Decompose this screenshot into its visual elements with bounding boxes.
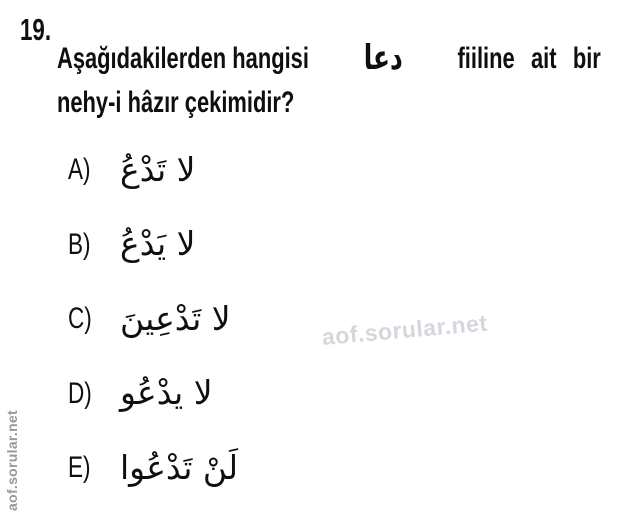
option-a-label: A) — [68, 153, 91, 187]
option-c-arabic-text: لا تَدْعِينَ — [120, 298, 231, 338]
option-d — [68, 357, 238, 432]
option-a-arabic-text: لا تَدْعُ — [120, 149, 196, 189]
options-list — [68, 133, 238, 506]
option-c — [68, 282, 238, 357]
option-e-label: E) — [68, 451, 91, 485]
option-d-label: D) — [68, 376, 92, 410]
question-line-2: nehy-i hâzır çekimidir? — [57, 86, 295, 119]
option-d-arabic-text: لا يدْعُو — [120, 373, 213, 413]
option-b — [68, 208, 238, 283]
option-e-arabic-text: لَنْ تَدْعُوا — [120, 447, 239, 487]
option-e — [68, 431, 238, 506]
watermark-center: aof.sorular.net — [320, 309, 489, 350]
option-b-arabic-text: لا يَدْعُ — [120, 224, 196, 264]
question-text-part1: Aşağıdakilerden hangisi — [57, 42, 309, 75]
option-a — [68, 133, 238, 208]
question-line-1 — [57, 40, 601, 76]
question-text-part2: fiiline ait bir — [457, 42, 601, 75]
question-arabic-word: دعا — [363, 38, 403, 78]
option-b-label: B) — [68, 227, 91, 261]
question-text — [57, 40, 601, 120]
option-c-label: C) — [68, 302, 92, 336]
watermark-left-vertical: aof.sorular.net — [4, 410, 20, 511]
question-number: 19. — [20, 12, 52, 47]
